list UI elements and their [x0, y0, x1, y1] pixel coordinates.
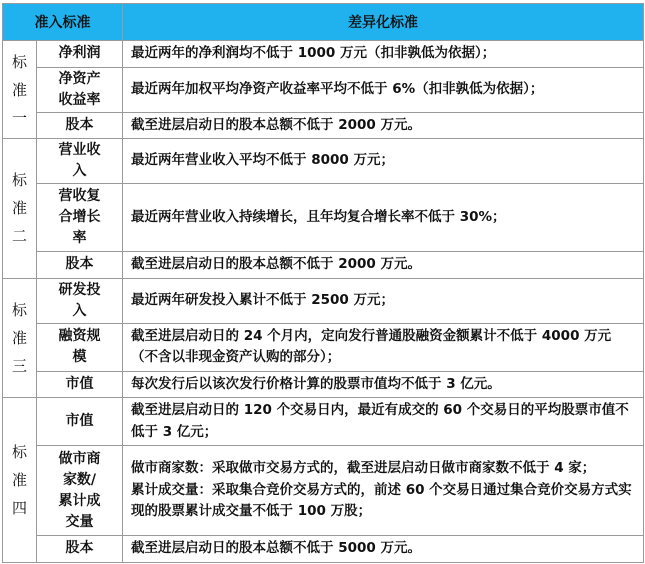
criterion-label: [37, 323, 123, 371]
criterion-label-line: 合增长: [58, 209, 101, 225]
table-row: [3, 323, 644, 371]
table-header-row: [3, 4, 644, 41]
criterion-label: [37, 67, 123, 112]
criterion-description: [123, 278, 644, 323]
criterion-label-line: 营业收: [58, 142, 101, 158]
criterion-text: 最近两年营业收入平均不低于 8000 万元；: [131, 152, 394, 169]
standard-group-label: [3, 41, 37, 139]
standard-group-char: 准: [11, 80, 27, 99]
criterion-label-line: 累计成: [58, 492, 101, 509]
criterion-label: [37, 112, 123, 139]
criterion-label: [37, 41, 123, 68]
table-row: [3, 371, 644, 398]
criterion-text: 每次发行后以该次发行价格计算的股票市值均不低于 3 亿元。: [131, 375, 501, 392]
standard-group-char: 四: [11, 498, 27, 517]
standard-group-char: 准: [11, 199, 27, 218]
table-row: [3, 398, 644, 446]
criterion-text: 最近两年研发投入累计不低于 2500 万元；: [131, 291, 394, 308]
criterion-label-line: 市值: [65, 413, 94, 429]
standard-group-char: 标: [11, 52, 27, 71]
table-row: [3, 67, 644, 112]
criterion-text: 截至进层启动日的股本总额不低于 2000 万元。: [131, 256, 421, 272]
standard-group-char: 一: [11, 108, 27, 127]
standards-table-container: [2, 3, 643, 558]
criterion-text: 截至进层启动日的股本总额不低于 5000 万元。: [131, 540, 421, 556]
criterion-text: 最近两年营业收入持续增长，且年均复合增长率不低于 30%；: [131, 208, 506, 225]
criterion-label: [37, 536, 123, 563]
criterion-label-line: 交量: [65, 513, 94, 530]
criterion-text: 截至进层启动日的 120 个交易日内，最近有成交的 60 个交易日的平均股票市值不低于 3 亿元；: [131, 402, 629, 440]
criterion-label-line: 率: [72, 230, 87, 246]
criterion-label-line: 模: [72, 349, 87, 365]
criterion-text: 最近两年加权平均净资产收益率平均不低于 6%（扣非孰低为依据）；: [131, 80, 544, 97]
criterion-description: [123, 398, 644, 446]
table-row: [3, 41, 644, 68]
criterion-description: [123, 371, 644, 398]
criterion-description: [123, 446, 644, 536]
criterion-label-line: 做市商: [58, 450, 101, 467]
criterion-label-line: 收益率: [58, 91, 101, 108]
table-row: [3, 252, 644, 279]
criterion-label-line: 研发投: [58, 281, 101, 298]
standard-group-label: [3, 139, 37, 279]
criterion-label-line: 净资产: [58, 70, 101, 87]
standard-group-char: 三: [11, 356, 27, 375]
criterion-label-line: 净利润: [58, 45, 101, 62]
standard-group-label: [3, 278, 37, 398]
criterion-label: [37, 184, 123, 252]
standard-group-char: 标: [11, 171, 27, 190]
criterion-description: [123, 323, 644, 371]
criterion-label-line: 股本: [65, 256, 94, 273]
criterion-text: 做市商家数：采取做市交易方式的，截至进层启动日做市商家数不低于 4 家；: [131, 460, 596, 477]
criterion-label-line: 家数/: [62, 471, 97, 488]
criterion-description: [123, 112, 644, 139]
criterion-label: [37, 252, 123, 279]
header-differentiated-standard: 差异化标准: [123, 4, 644, 41]
table-row: [3, 536, 644, 563]
criterion-label-line: 股本: [65, 116, 94, 133]
criterion-label-line: 市值: [65, 375, 94, 392]
criterion-label: [37, 446, 123, 536]
criterion-label-line: 营收复: [58, 188, 101, 204]
table-row: [3, 184, 644, 252]
criterion-description: [123, 536, 644, 563]
criterion-description: [123, 41, 644, 68]
standard-group-char: 标: [11, 300, 27, 319]
criterion-label: [37, 398, 123, 446]
criterion-text: 累计成交量：采取集合竞价交易方式的，前述 60 个交易日通过集合竞价交易方式实现的股票累计成交量不低于 100 万股；: [131, 481, 632, 520]
criterion-description: [123, 252, 644, 279]
criterion-label-line: 入: [72, 302, 87, 319]
criterion-description: [123, 184, 644, 252]
table-body: [3, 41, 644, 563]
standards-table: [2, 3, 644, 563]
table-row: [3, 446, 644, 536]
standard-group-char: 准: [11, 328, 27, 347]
standard-group-char: 准: [11, 470, 27, 489]
header-admission-standard: 准入标准: [3, 4, 123, 41]
standard-group-char: 标: [11, 442, 27, 461]
criterion-description: [123, 139, 644, 184]
criterion-label-line: 入: [72, 163, 87, 179]
criterion-text: 截至进层启动日的 24 个月内，定向发行普通股融资金额累计不低于 4000 万元（不含以非现金资产认购的部分）；: [131, 327, 612, 365]
criterion-label-line: 股本: [65, 540, 94, 557]
table-row: [3, 112, 644, 139]
criterion-description: [123, 67, 644, 112]
criterion-text: 截至进层启动日的股本总额不低于 2000 万元。: [131, 116, 421, 133]
standard-group-char: 二: [11, 227, 27, 246]
table-row: [3, 139, 644, 184]
criterion-label: [37, 371, 123, 398]
criterion-label: [37, 139, 123, 184]
table-row: [3, 278, 644, 323]
criterion-text: 最近两年的净利润均不低于 1000 万元（扣非孰低为依据）；: [131, 45, 496, 61]
criterion-label: [37, 278, 123, 323]
standard-group-label: [3, 398, 37, 563]
criterion-label-line: 融资规: [58, 328, 101, 344]
